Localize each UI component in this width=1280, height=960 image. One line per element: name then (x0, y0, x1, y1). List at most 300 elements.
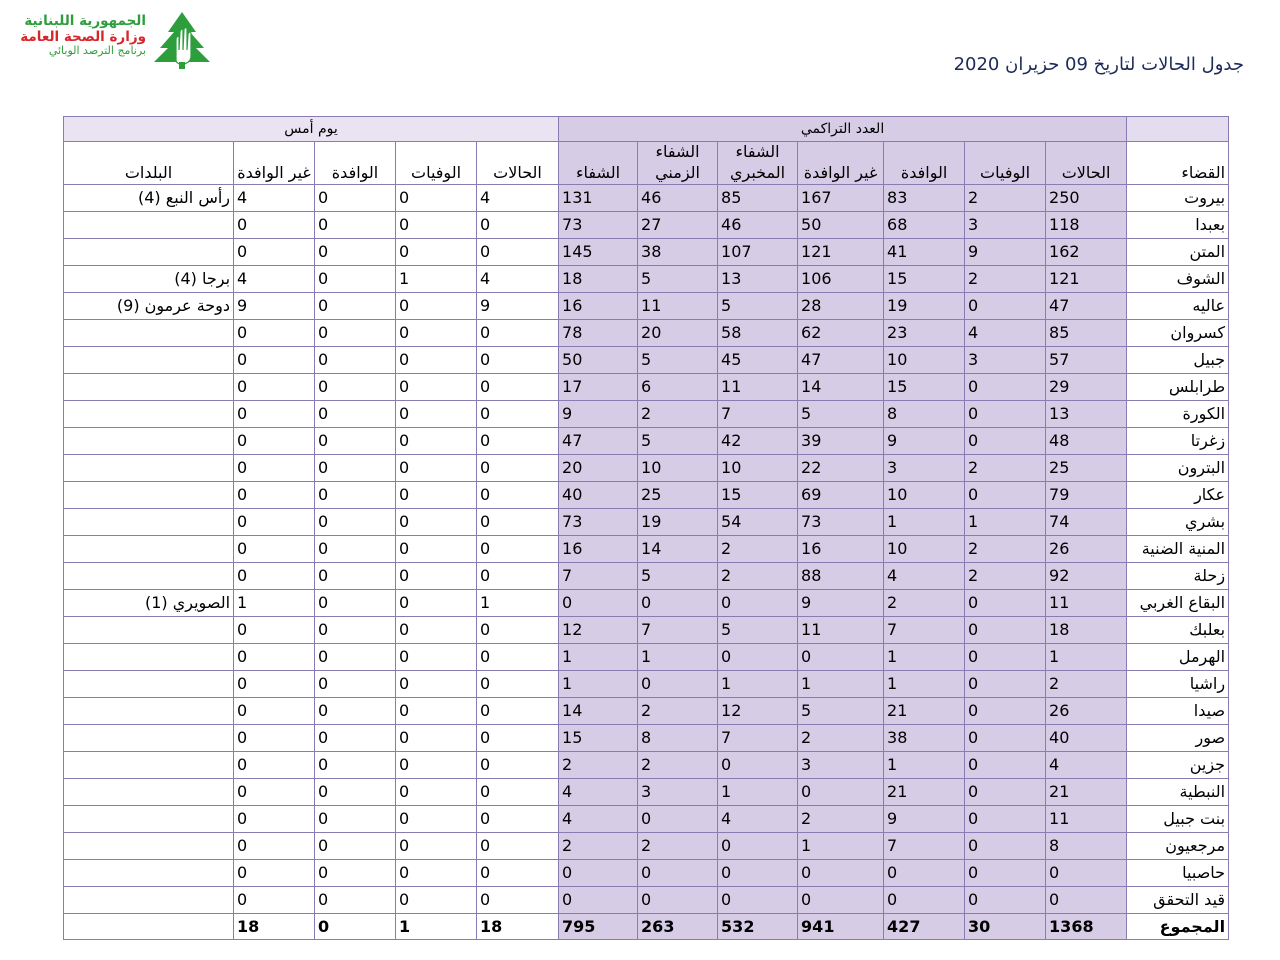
table-row (64, 184, 1229, 211)
non-imported-cell: 121 (798, 238, 884, 265)
lab-cell: 85 (718, 184, 798, 211)
cedar-hand-emblem-icon (150, 10, 214, 70)
table-row (64, 589, 1229, 616)
col-yesterday-cases: الحالات (477, 142, 559, 185)
non-imported-cell: 22 (798, 454, 884, 481)
table-row (64, 778, 1229, 805)
y-cases-cell: 9 (477, 292, 559, 319)
time-cell: 0 (638, 805, 718, 832)
y-cases-cell: 0 (477, 481, 559, 508)
cases-cell: 57 (1046, 346, 1127, 373)
district-cell: المنية الضنية (1127, 535, 1229, 562)
towns-cell (64, 859, 234, 886)
time-cell: 2 (638, 697, 718, 724)
towns-cell (64, 454, 234, 481)
column-header-row (64, 142, 1229, 185)
y-non-imported-cell: 0 (234, 238, 315, 265)
y-cases-cell: 0 (477, 751, 559, 778)
recovery-cell: 0 (559, 886, 638, 913)
lab-cell: 11 (718, 373, 798, 400)
deaths-cell: 0 (965, 751, 1046, 778)
y-cases-cell: 0 (477, 454, 559, 481)
cases-cell: 74 (1046, 508, 1127, 535)
imported-cell: 68 (884, 211, 965, 238)
table-row (64, 265, 1229, 292)
group-header-row (64, 117, 1229, 142)
logo-republic-name: الجمهورية اللبنانية (24, 13, 146, 29)
y-deaths-cell: 0 (396, 616, 477, 643)
deaths-cell: 2 (965, 535, 1046, 562)
towns-cell (64, 643, 234, 670)
deaths-cell: 0 (965, 589, 1046, 616)
table-row (64, 859, 1229, 886)
y-deaths-cell: 0 (396, 427, 477, 454)
y-imported-cell: 0 (315, 886, 396, 913)
cases-cell: 11 (1046, 805, 1127, 832)
imported-cell: 15 (884, 265, 965, 292)
non-imported-cell: 5 (798, 697, 884, 724)
towns-cell: برجا (4) (64, 265, 234, 292)
district-cell: بعبدا (1127, 211, 1229, 238)
y-deaths-cell: 0 (396, 481, 477, 508)
y-deaths-cell: 0 (396, 886, 477, 913)
y-non-imported-cell: 0 (234, 211, 315, 238)
y-deaths-cell: 0 (396, 562, 477, 589)
y-non-imported-cell: 0 (234, 373, 315, 400)
y-non-imported-cell: 0 (234, 616, 315, 643)
towns-cell (64, 697, 234, 724)
non-imported-cell: 50 (798, 211, 884, 238)
col-time-recovery-line2: الزمني (655, 162, 700, 182)
y-imported-cell: 0 (315, 211, 396, 238)
towns-cell (64, 562, 234, 589)
deaths-cell: 0 (965, 724, 1046, 751)
time-cell: 5 (638, 427, 718, 454)
time-cell: 2 (638, 751, 718, 778)
district-cell: البترون (1127, 454, 1229, 481)
y-cases-cell: 0 (477, 373, 559, 400)
table-row (64, 751, 1229, 778)
cases-cell: 25 (1046, 454, 1127, 481)
recovery-cell: 16 (559, 292, 638, 319)
deaths-cell: 3 (965, 211, 1046, 238)
towns-cell (64, 616, 234, 643)
y-non-imported-cell: 0 (234, 508, 315, 535)
y-deaths-cell: 0 (396, 724, 477, 751)
district-cell: بشري (1127, 508, 1229, 535)
y-cases-cell: 0 (477, 535, 559, 562)
cases-cell: 21 (1046, 778, 1127, 805)
imported-cell: 21 (884, 778, 965, 805)
y-cases-cell: 0 (477, 643, 559, 670)
table-row (64, 805, 1229, 832)
imported-cell: 8 (884, 400, 965, 427)
time-cell: 19 (638, 508, 718, 535)
y-imported-cell: 0 (315, 616, 396, 643)
cases-cell: 40 (1046, 724, 1127, 751)
y-imported-cell: 0 (315, 292, 396, 319)
y-deaths-cell: 0 (396, 751, 477, 778)
towns-cell (64, 400, 234, 427)
non-imported-cell: 88 (798, 562, 884, 589)
deaths-cell: 0 (965, 481, 1046, 508)
deaths-cell: 2 (965, 454, 1046, 481)
table-row (64, 832, 1229, 859)
total-row (64, 913, 1229, 939)
y-non-imported-cell: 0 (234, 481, 315, 508)
y-deaths-cell: 0 (396, 319, 477, 346)
time-cell: 5 (638, 346, 718, 373)
table-row (64, 562, 1229, 589)
y-cases-cell: 0 (477, 832, 559, 859)
recovery-cell: 14 (559, 697, 638, 724)
recovery-cell: 2 (559, 832, 638, 859)
imported-cell: 21 (884, 697, 965, 724)
y-imported-cell: 0 (315, 589, 396, 616)
page-title: جدول الحالات لتاريخ 09 حزيران 2020 (953, 54, 1244, 75)
deaths-cell: 0 (965, 643, 1046, 670)
deaths-cell: 2 (965, 184, 1046, 211)
non-imported-cell: 73 (798, 508, 884, 535)
non-imported-cell: 2 (798, 724, 884, 751)
lab-cell: 7 (718, 724, 798, 751)
col-lab-recovery (718, 142, 798, 185)
district-cell: راشيا (1127, 670, 1229, 697)
table-row (64, 319, 1229, 346)
lab-cell: 58 (718, 319, 798, 346)
table-row (64, 427, 1229, 454)
deaths-cell: 0 (965, 778, 1046, 805)
lab-cell: 45 (718, 346, 798, 373)
towns-cell (64, 535, 234, 562)
y-imported-cell: 0 (315, 454, 396, 481)
district-cell: قيد التحقق (1127, 886, 1229, 913)
recovery-cell: 78 (559, 319, 638, 346)
y-deaths-cell: 0 (396, 697, 477, 724)
imported-cell: 83 (884, 184, 965, 211)
y-deaths-cell: 0 (396, 292, 477, 319)
y-deaths-cell: 0 (396, 508, 477, 535)
y-deaths-cell: 0 (396, 778, 477, 805)
y-cases-cell: 0 (477, 508, 559, 535)
recovery-cell: 40 (559, 481, 638, 508)
district-cell: عاليه (1127, 292, 1229, 319)
logo-program-name: برنامج الترصد الوبائي (48, 44, 146, 58)
y-cases-cell: 0 (477, 859, 559, 886)
district-cell: زحلة (1127, 562, 1229, 589)
y-deaths-cell: 0 (396, 535, 477, 562)
towns-cell (64, 724, 234, 751)
table-row (64, 508, 1229, 535)
y-deaths-cell: 1 (396, 265, 477, 292)
y-cases-cell: 4 (477, 184, 559, 211)
district-group-blank (1127, 117, 1229, 142)
lab-cell: 0 (718, 751, 798, 778)
y-cases-cell: 0 (477, 238, 559, 265)
lab-cell: 2 (718, 562, 798, 589)
imported-cell: 23 (884, 319, 965, 346)
towns-cell (64, 832, 234, 859)
deaths-cell: 0 (965, 400, 1046, 427)
y-imported-cell: 0 (315, 724, 396, 751)
y-cases-cell: 0 (477, 697, 559, 724)
imported-cell: 1 (884, 670, 965, 697)
recovery-cell: 0 (559, 589, 638, 616)
y-cases-cell: 0 (477, 670, 559, 697)
cases-cell: 92 (1046, 562, 1127, 589)
col-time-recovery (638, 142, 718, 185)
table-row (64, 211, 1229, 238)
deaths-cell: 1 (965, 508, 1046, 535)
recovery-cell: 47 (559, 427, 638, 454)
time-cell: 20 (638, 319, 718, 346)
y-cases-cell: 0 (477, 805, 559, 832)
district-cell: البقاع الغربي (1127, 589, 1229, 616)
towns-cell (64, 373, 234, 400)
recovery-cell: 4 (559, 778, 638, 805)
y-cases-cell: 4 (477, 265, 559, 292)
lab-cell: 5 (718, 616, 798, 643)
y-non-imported-cell: 0 (234, 778, 315, 805)
table-row (64, 535, 1229, 562)
imported-cell: 0 (884, 886, 965, 913)
y-non-imported-cell: 0 (234, 697, 315, 724)
non-imported-cell: 106 (798, 265, 884, 292)
col-deaths: الوفيات (965, 142, 1046, 185)
recovery-cell: 2 (559, 751, 638, 778)
time-cell: 2 (638, 832, 718, 859)
y-deaths-cell: 0 (396, 670, 477, 697)
time-cell: 0 (638, 886, 718, 913)
y-non-imported-cell: 1 (234, 589, 315, 616)
y-non-imported-cell: 0 (234, 832, 315, 859)
y-imported-cell: 0 (315, 481, 396, 508)
imported-cell: 427 (884, 913, 965, 939)
deaths-cell: 0 (965, 805, 1046, 832)
non-imported-cell: 5 (798, 400, 884, 427)
cases-cell: 1368 (1046, 913, 1127, 939)
recovery-cell: 17 (559, 373, 638, 400)
lab-cell: 12 (718, 697, 798, 724)
district-cell: بنت جبيل (1127, 805, 1229, 832)
col-non-imported: غير الوافدة (798, 142, 884, 185)
y-imported-cell: 0 (315, 373, 396, 400)
towns-cell (64, 427, 234, 454)
col-lab-recovery-line1: الشفاء (735, 142, 780, 161)
deaths-cell: 0 (965, 859, 1046, 886)
imported-cell: 9 (884, 805, 965, 832)
lab-cell: 532 (718, 913, 798, 939)
logo-ministry-name: وزارة الصحة العامة (20, 28, 146, 45)
time-cell: 27 (638, 211, 718, 238)
imported-cell: 1 (884, 643, 965, 670)
y-imported-cell: 0 (315, 400, 396, 427)
lab-cell: 1 (718, 778, 798, 805)
table-row (64, 616, 1229, 643)
deaths-cell: 0 (965, 832, 1046, 859)
y-non-imported-cell: 0 (234, 427, 315, 454)
district-cell: النبطية (1127, 778, 1229, 805)
col-district: القضاء (1127, 142, 1229, 185)
time-cell: 11 (638, 292, 718, 319)
recovery-cell: 16 (559, 535, 638, 562)
district-cell: زغرتا (1127, 427, 1229, 454)
cases-cell: 48 (1046, 427, 1127, 454)
recovery-cell: 18 (559, 265, 638, 292)
district-cell: صيدا (1127, 697, 1229, 724)
lab-cell: 1 (718, 670, 798, 697)
y-non-imported-cell: 0 (234, 319, 315, 346)
towns-cell (64, 751, 234, 778)
time-cell: 38 (638, 238, 718, 265)
lab-cell: 4 (718, 805, 798, 832)
deaths-cell: 0 (965, 670, 1046, 697)
district-cell: جبيل (1127, 346, 1229, 373)
imported-cell: 1 (884, 751, 965, 778)
recovery-cell: 20 (559, 454, 638, 481)
towns-cell (64, 778, 234, 805)
y-cases-cell: 0 (477, 724, 559, 751)
lab-cell: 7 (718, 400, 798, 427)
non-imported-cell: 0 (798, 643, 884, 670)
y-non-imported-cell: 0 (234, 346, 315, 373)
district-cell: الشوف (1127, 265, 1229, 292)
y-imported-cell: 0 (315, 859, 396, 886)
recovery-cell: 50 (559, 346, 638, 373)
time-cell: 25 (638, 481, 718, 508)
imported-cell: 4 (884, 562, 965, 589)
col-time-recovery-line1: الشفاء (655, 142, 700, 161)
time-cell: 14 (638, 535, 718, 562)
lab-cell: 15 (718, 481, 798, 508)
y-imported-cell: 0 (315, 184, 396, 211)
imported-cell: 10 (884, 346, 965, 373)
y-cases-cell: 0 (477, 616, 559, 643)
non-imported-cell: 0 (798, 778, 884, 805)
y-imported-cell: 0 (315, 427, 396, 454)
district-cell: الكورة (1127, 400, 1229, 427)
deaths-cell: 0 (965, 373, 1046, 400)
time-cell: 263 (638, 913, 718, 939)
lab-cell: 107 (718, 238, 798, 265)
table-row (64, 238, 1229, 265)
time-cell: 10 (638, 454, 718, 481)
towns-cell: دوحة عرمون (9) (64, 292, 234, 319)
y-imported-cell: 0 (315, 913, 396, 939)
table-row (64, 697, 1229, 724)
table-row (64, 400, 1229, 427)
time-cell: 1 (638, 643, 718, 670)
lab-cell: 0 (718, 643, 798, 670)
towns-cell (64, 211, 234, 238)
cases-cell: 79 (1046, 481, 1127, 508)
col-imported: الوافدة (884, 142, 965, 185)
cases-cell: 18 (1046, 616, 1127, 643)
y-imported-cell: 0 (315, 670, 396, 697)
time-cell: 3 (638, 778, 718, 805)
y-imported-cell: 0 (315, 643, 396, 670)
col-lab-recovery-line2: المخبري (730, 162, 786, 182)
table-row (64, 670, 1229, 697)
time-cell: 5 (638, 265, 718, 292)
y-non-imported-cell: 0 (234, 724, 315, 751)
cases-cell: 0 (1046, 886, 1127, 913)
y-imported-cell: 0 (315, 562, 396, 589)
y-non-imported-cell: 0 (234, 535, 315, 562)
y-imported-cell: 0 (315, 535, 396, 562)
lab-cell: 2 (718, 535, 798, 562)
col-yesterday-non-imported: غير الوافدة (234, 142, 315, 185)
deaths-cell: 0 (965, 697, 1046, 724)
imported-cell: 7 (884, 832, 965, 859)
y-non-imported-cell: 0 (234, 751, 315, 778)
recovery-cell: 1 (559, 670, 638, 697)
cases-cell: 85 (1046, 319, 1127, 346)
recovery-cell: 73 (559, 508, 638, 535)
recovery-cell: 1 (559, 643, 638, 670)
imported-cell: 3 (884, 454, 965, 481)
y-non-imported-cell: 0 (234, 886, 315, 913)
y-imported-cell: 0 (315, 238, 396, 265)
imported-cell: 19 (884, 292, 965, 319)
cases-cell: 29 (1046, 373, 1127, 400)
y-imported-cell: 0 (315, 265, 396, 292)
imported-cell: 10 (884, 535, 965, 562)
col-towns: البلدات (64, 142, 234, 185)
yesterday-group-header: يوم أمس (64, 117, 559, 142)
cases-cell: 13 (1046, 400, 1127, 427)
deaths-cell: 0 (965, 427, 1046, 454)
y-non-imported-cell: 0 (234, 454, 315, 481)
cases-cell: 162 (1046, 238, 1127, 265)
y-deaths-cell: 0 (396, 859, 477, 886)
y-deaths-cell: 1 (396, 913, 477, 939)
deaths-cell: 2 (965, 562, 1046, 589)
y-deaths-cell: 0 (396, 832, 477, 859)
y-imported-cell: 0 (315, 778, 396, 805)
towns-cell (64, 805, 234, 832)
lab-cell: 46 (718, 211, 798, 238)
non-imported-cell: 1 (798, 670, 884, 697)
imported-cell: 41 (884, 238, 965, 265)
y-deaths-cell: 0 (396, 400, 477, 427)
towns-cell (64, 508, 234, 535)
deaths-cell: 30 (965, 913, 1046, 939)
y-imported-cell: 0 (315, 319, 396, 346)
table-body (64, 184, 1229, 939)
non-imported-cell: 9 (798, 589, 884, 616)
recovery-cell: 0 (559, 859, 638, 886)
lab-cell: 5 (718, 292, 798, 319)
col-recovery: الشفاء (559, 142, 638, 185)
cases-cell: 26 (1046, 697, 1127, 724)
recovery-cell: 131 (559, 184, 638, 211)
time-cell: 8 (638, 724, 718, 751)
non-imported-cell: 1 (798, 832, 884, 859)
y-imported-cell: 0 (315, 346, 396, 373)
deaths-cell: 0 (965, 292, 1046, 319)
recovery-cell: 15 (559, 724, 638, 751)
y-deaths-cell: 0 (396, 454, 477, 481)
cases-cell: 250 (1046, 184, 1127, 211)
y-non-imported-cell: 4 (234, 184, 315, 211)
imported-cell: 7 (884, 616, 965, 643)
lab-cell: 0 (718, 832, 798, 859)
table-row (64, 454, 1229, 481)
recovery-cell: 7 (559, 562, 638, 589)
y-non-imported-cell: 0 (234, 670, 315, 697)
recovery-cell: 73 (559, 211, 638, 238)
